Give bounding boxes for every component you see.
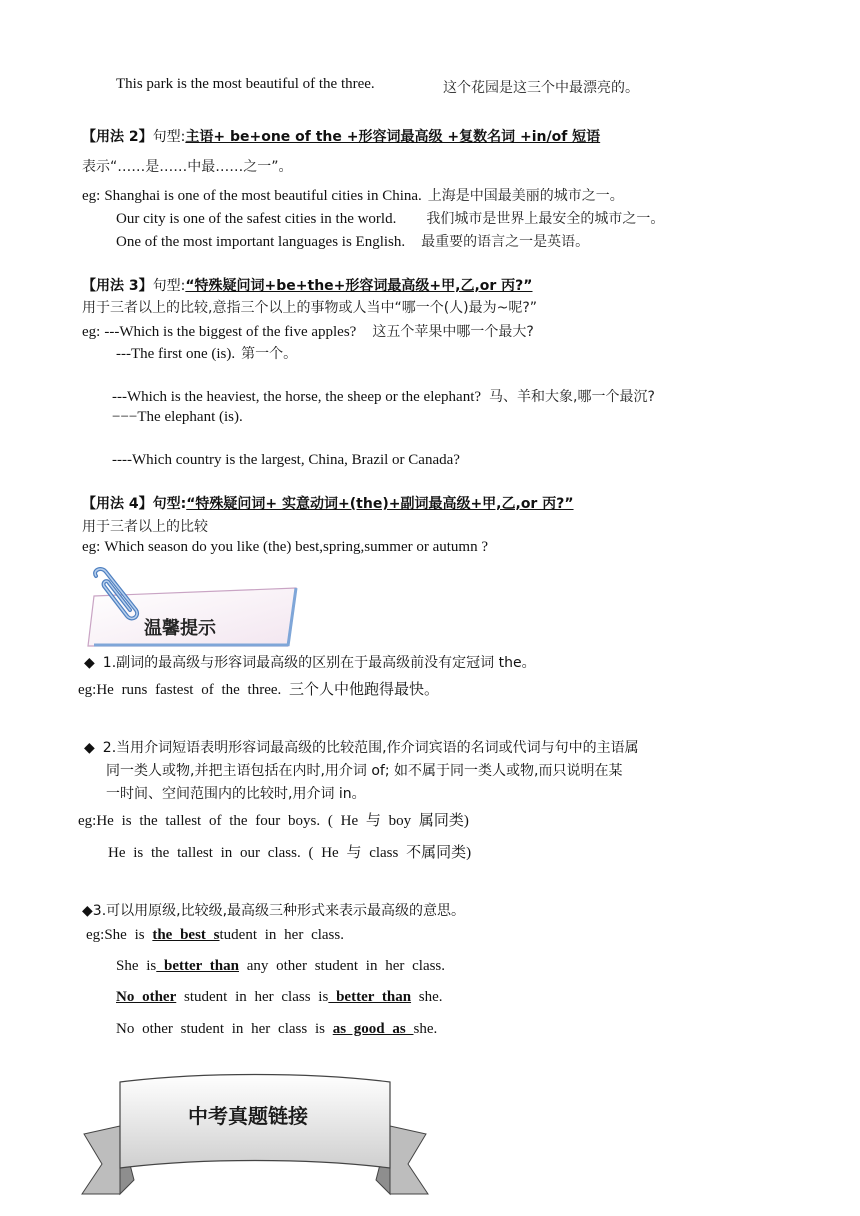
example-en: Which season do you like (the) best,spring,summer or autumn ?: [104, 539, 488, 555]
example-part: tudent in her class.: [219, 927, 344, 943]
example-part: No other student in her class is: [116, 1021, 333, 1037]
usage3-meaning: 用于三者以上的比较,意指三个以上的事物或人当中“哪一个(人)最为~呢?”: [82, 300, 538, 316]
usage2-tag: 【用法 2】: [82, 129, 153, 145]
example-emphasis: better than: [156, 958, 239, 974]
tip-box: [86, 566, 302, 648]
usage2-pattern: 主语+ be+one of the +形容词最高级 +复数名词 +in/of 短语: [185, 129, 601, 145]
usage2-example-1: [82, 185, 624, 205]
usage3-line-5: ----Which country is the largest, China, Brazil or Canada?: [112, 452, 460, 468]
line-cn: 这五个苹果中哪一个最大?: [372, 324, 534, 340]
example-emphasis: as good as: [332, 1021, 414, 1037]
usage3-line-3: [112, 386, 655, 406]
paperclip-icon: [88, 566, 152, 626]
example-part: student in her class is: [176, 989, 329, 1005]
diamond-bullet-icon: ◆: [82, 903, 93, 919]
example-emphasis: better than: [328, 989, 412, 1005]
usage2-example-3: [116, 231, 589, 251]
tip-2-line-1: [84, 737, 639, 757]
example-en: Our city is one of the safest cities in the world.: [116, 211, 397, 227]
usage3-line-1: [82, 321, 534, 341]
example-en: One of the most important languages is English.: [116, 234, 406, 250]
line-en: ---Which is the biggest of the five apples?: [104, 324, 357, 340]
tip-title: 温馨提示: [144, 618, 216, 639]
example-cn: 我们城市是世界上最安全的城市之一。: [426, 211, 665, 227]
line-cn: 马、羊和大象,哪一个最沉?: [489, 389, 655, 405]
usage2-meaning: 表示“……是……中最……之一”。: [82, 159, 293, 175]
usage3-line-2: [116, 343, 297, 363]
eg-label: eg:: [82, 324, 101, 340]
tip-2-example-1: eg:He is the tallest of the four boys. ( He 与 boy 属同类): [78, 813, 469, 829]
tip-2-example-2: He is the tallest in our class. ( He 与 class 不属同类): [108, 845, 472, 861]
usage2-heading: [82, 126, 600, 146]
tip-2-line-2: 同一类人或物,并把主语包括在内时,用介词 of; 如不属于同一类人或物,而只说明在某: [106, 763, 623, 779]
banner-title: 中考真题链接: [188, 1104, 308, 1128]
usage2-prefix: 句型:: [152, 129, 186, 145]
tip-3-text: 3.可以用原级,比较级,最高级三种形式来表示最高级的意思。: [92, 903, 466, 919]
usage3-heading: [82, 275, 533, 295]
usage3-pattern: “特殊疑问词+be+the+形容词最高级+甲,乙,or 丙?”: [185, 278, 533, 294]
diamond-bullet-icon: ◆: [84, 740, 95, 756]
usage4-meaning: 用于三者以上的比较: [82, 519, 208, 535]
usage4-tag: 【用法 4】: [82, 496, 153, 512]
diamond-bullet-icon: ◆: [84, 655, 95, 671]
line-en: ---The first one (is).: [116, 346, 236, 362]
tip-1: [84, 652, 536, 672]
tip-2-line-3: 一时间、空间范围内的比较时,用介词 in。: [106, 786, 366, 802]
example-en: Shanghai is one of the most beautiful cities in China.: [104, 188, 422, 204]
tip-3-example-1: [86, 927, 344, 944]
usage4-pattern: “特殊疑问词+ 实意动词+(the)+副词最高级+甲,乙,or 丙?”: [186, 496, 574, 512]
example-cn: 上海是中国最美丽的城市之一。: [427, 188, 624, 204]
example-part: she.: [411, 989, 443, 1005]
example-emphasis: No other: [116, 989, 177, 1005]
example-part: any other student in her class.: [238, 958, 446, 974]
tip-2-text: 2.当用介词短语表明形容词最高级的比较范围,作介词宾语的名词或代词与句中的主语属: [102, 740, 639, 756]
tip-1-example: eg:He runs fastest of the three. 三个人中他跑得最快。: [78, 682, 440, 698]
tip-3-example-3: [116, 989, 443, 1006]
usage3-tag: 【用法 3】: [82, 278, 153, 294]
usage4-heading: [82, 493, 574, 513]
top-example-cn: 这个花园是这三个中最漂亮的。: [443, 80, 639, 96]
ribbon-banner: [80, 1072, 430, 1202]
usage4-prefix: 句型:: [152, 496, 187, 512]
usage2-example-2: [116, 208, 664, 228]
top-example-en: This park is the most beautiful of the three.: [116, 76, 375, 92]
eg-label: eg:: [82, 539, 101, 555]
example-cn: 最重要的语言之一是英语。: [421, 234, 590, 250]
tip-3-example-2: [116, 958, 445, 975]
usage3-prefix: 句型:: [152, 278, 186, 294]
example-part: She is: [116, 958, 157, 974]
ribbon-shape: [80, 1072, 430, 1202]
tip-1-text: 1.副词的最高级与形容词最高级的区别在于最高级前没有定冠词 the。: [102, 655, 536, 671]
line-en: ---Which is the heaviest, the horse, the sheep or the elephant?: [112, 389, 482, 405]
usage4-example: [82, 539, 488, 556]
line-cn: 第一个。: [241, 346, 298, 362]
eg-label: eg:: [82, 188, 101, 204]
example-part: she.: [413, 1021, 438, 1037]
tip-3: [82, 900, 465, 920]
tip-3-example-4: [116, 1021, 437, 1038]
example-emphasis: the best s: [152, 927, 220, 943]
usage3-line-4: −−−The elephant (is).: [112, 409, 243, 425]
example-part: eg:She is: [86, 927, 153, 943]
